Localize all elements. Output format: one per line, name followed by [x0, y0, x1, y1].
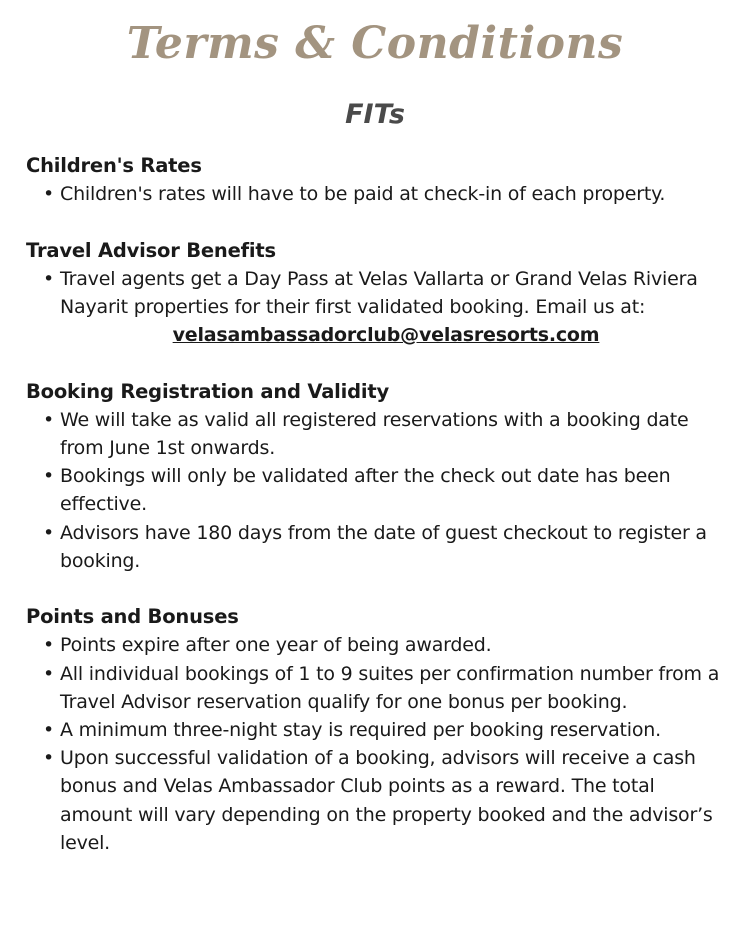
bullet-icon: • — [43, 719, 55, 742]
bullet-icon: • — [43, 183, 55, 206]
list-item — [26, 265, 726, 321]
list-item-text: Upon successful validation of a booking, advisors will receive a cash bonus and Velas Ambassador Club points as a reward. The total amount will vary depending on the property booked and the advisor’s level. — [60, 747, 713, 854]
list-item — [26, 716, 726, 744]
list-item — [26, 519, 726, 575]
list-item — [26, 631, 726, 659]
bullet-list — [26, 265, 726, 321]
page-title: Terms & Conditions — [126, 18, 624, 69]
bullet-list — [26, 631, 726, 857]
section-heading: Children's Rates — [26, 154, 202, 177]
list-item — [26, 660, 726, 716]
section-travel-advisor-benefits — [26, 237, 726, 350]
bullet-icon: • — [43, 634, 55, 657]
section-heading: Booking Registration and Validity — [26, 379, 390, 403]
bullet-icon: • — [43, 521, 55, 544]
list-item-text: We will take as valid all registered reservations with a booking date from June 1st onwards. — [60, 408, 689, 459]
list-item — [26, 180, 726, 208]
section-points-bonuses — [26, 603, 726, 857]
list-item — [26, 462, 726, 518]
bullet-icon: • — [43, 408, 55, 431]
list-item-text: Children's rates will have to be paid at check-in of each property. — [60, 183, 666, 206]
bullet-icon: • — [43, 747, 55, 770]
email-link[interactable]: velasambassadorclub@velasresorts.com — [172, 324, 600, 347]
list-item-text: A minimum three-night stay is required per booking reservation. — [60, 719, 661, 742]
section-childrens-rates — [26, 152, 726, 208]
section-heading: Travel Advisor Benefits — [26, 238, 276, 262]
list-item-text: All individual bookings of 1 to 9 suites per confirmation number from a Travel Advisor reservation qualify for one bonus per booking. — [60, 662, 720, 713]
terms-content — [26, 152, 726, 885]
bullet-list — [26, 180, 726, 208]
bullet-icon: • — [43, 465, 55, 488]
list-item-text: Bookings will only be validated after the check out date has been effective. — [60, 465, 671, 516]
page-subtitle: FITs — [345, 99, 405, 130]
list-item-text: Points expire after one year of being awarded. — [60, 634, 492, 657]
bullet-list — [26, 406, 726, 575]
list-item-text: Advisors have 180 days from the date of guest checkout to register a booking. — [60, 521, 707, 572]
bullet-icon: • — [43, 662, 55, 685]
section-booking-registration — [26, 378, 726, 575]
list-item — [26, 406, 726, 462]
list-item — [26, 744, 726, 857]
list-item-text: Travel agents get a Day Pass at Velas Vallarta or Grand Velas Riviera Nayarit properties for their first validated booking. Email us at: — [60, 267, 698, 318]
section-heading: Points and Bonuses — [26, 605, 239, 629]
bullet-icon: • — [43, 267, 55, 290]
